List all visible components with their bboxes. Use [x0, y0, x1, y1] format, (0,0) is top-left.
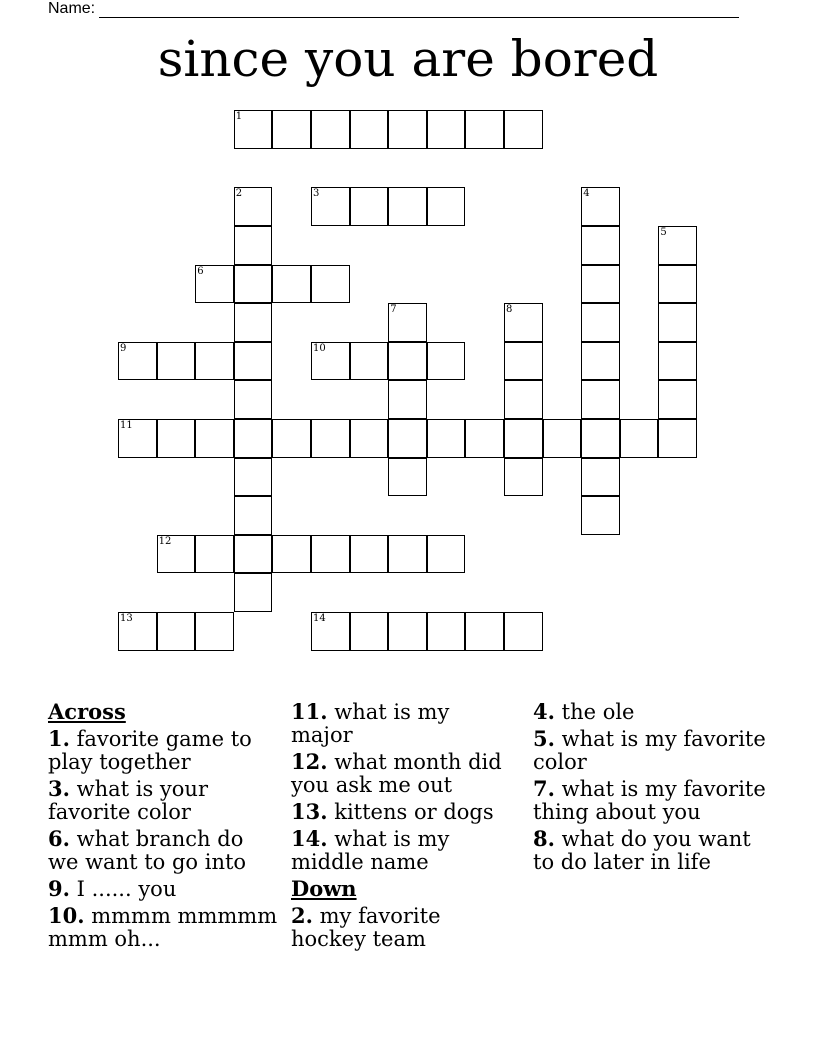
grid-cell[interactable]: [427, 535, 466, 574]
down-heading: Down: [291, 876, 357, 901]
grid-cell[interactable]: [388, 187, 427, 226]
grid-cell[interactable]: [234, 573, 273, 612]
grid-cell[interactable]: [465, 612, 504, 651]
grid-cell[interactable]: [157, 535, 196, 574]
grid-cell[interactable]: [427, 187, 466, 226]
clue-text: what is my favorite thing about you: [533, 777, 766, 824]
cell-number: 11: [120, 420, 133, 431]
grid-cell[interactable]: [581, 265, 620, 304]
grid-cell[interactable]: [581, 419, 620, 458]
cell-number: 14: [313, 613, 326, 624]
cell-number: 2: [235, 188, 243, 200]
clue-number: 2.: [291, 903, 313, 928]
clue: [291, 750, 516, 797]
grid-cell[interactable]: [581, 226, 620, 265]
clue-number: 10.: [48, 903, 85, 928]
grid-cell[interactable]: [581, 496, 620, 535]
clue: [291, 904, 516, 951]
grid-cell[interactable]: [234, 187, 273, 226]
grid-cell[interactable]: [195, 535, 234, 574]
clue-number: 14.: [291, 826, 328, 851]
grid-cell[interactable]: [504, 303, 543, 342]
clue-text: what month did you ask me out: [291, 750, 502, 797]
clues-column-2: [291, 700, 516, 954]
grid-cell[interactable]: [272, 535, 311, 574]
grid-cell[interactable]: [658, 419, 697, 458]
grid-cell[interactable]: [234, 535, 273, 574]
grid-cell[interactable]: [581, 303, 620, 342]
grid-cell[interactable]: [311, 265, 350, 304]
grid-cell[interactable]: [234, 110, 273, 149]
grid-cell[interactable]: [581, 380, 620, 419]
grid-cell[interactable]: [658, 265, 697, 304]
grid-cell[interactable]: [234, 303, 273, 342]
grid-cell[interactable]: [388, 612, 427, 651]
grid-cell[interactable]: [311, 612, 350, 651]
grid-cell[interactable]: [234, 419, 273, 458]
grid-cell[interactable]: [388, 342, 427, 381]
grid-cell[interactable]: [504, 380, 543, 419]
across-heading: Across: [48, 699, 126, 724]
grid-cell[interactable]: [195, 419, 234, 458]
clue: [48, 904, 278, 951]
down-clue-list-1: [291, 904, 516, 951]
grid-cell[interactable]: [388, 110, 427, 149]
grid-cell[interactable]: [543, 419, 582, 458]
cell-number: 13: [120, 613, 133, 624]
cell-number: 1: [235, 111, 243, 123]
grid-cell[interactable]: [388, 419, 427, 458]
clues-column-3: [533, 700, 773, 877]
clue-number: 8.: [533, 826, 555, 851]
grid-cell[interactable]: [272, 265, 311, 304]
clue-text: what do you want to do later in life: [533, 827, 751, 874]
grid-cell[interactable]: [658, 303, 697, 342]
clue-text: what is your favorite color: [48, 777, 208, 824]
grid-cell[interactable]: [427, 419, 466, 458]
cell-number: 8: [506, 304, 513, 316]
cell-number: 5: [660, 227, 667, 238]
clue-number: 7.: [533, 776, 555, 801]
clue-number: 5.: [533, 726, 555, 751]
grid-cell[interactable]: [350, 419, 389, 458]
cell-number: 3: [313, 188, 320, 200]
grid-cell[interactable]: [195, 342, 234, 381]
grid-cell[interactable]: [388, 535, 427, 574]
grid-cell[interactable]: [504, 612, 543, 651]
grid-cell[interactable]: [504, 458, 543, 497]
clue: [291, 700, 516, 747]
grid-cell[interactable]: [465, 110, 504, 149]
clue-number: 4.: [533, 699, 555, 724]
grid-cell[interactable]: [504, 419, 543, 458]
grid-cell[interactable]: [311, 342, 350, 381]
grid-cell[interactable]: [272, 419, 311, 458]
clue-number: 9.: [48, 876, 70, 901]
clue-text: my favorite hockey team: [291, 904, 441, 951]
grid-cell[interactable]: [157, 612, 196, 651]
grid-cell[interactable]: [118, 419, 157, 458]
down-clue-list-2: [533, 700, 773, 874]
grid-cell[interactable]: [234, 380, 273, 419]
grid-cell[interactable]: [118, 342, 157, 381]
grid-cell[interactable]: [658, 342, 697, 381]
grid-cell[interactable]: [504, 110, 543, 149]
grid-cell[interactable]: [157, 342, 196, 381]
clue: [533, 700, 773, 724]
grid-cell[interactable]: [311, 535, 350, 574]
grid-cell[interactable]: [118, 612, 157, 651]
cell-number: 7: [390, 304, 397, 316]
clue-text: what is my middle name: [291, 827, 450, 874]
clue-number: 12.: [291, 749, 328, 774]
grid-cell[interactable]: [465, 419, 504, 458]
grid-cell[interactable]: [427, 110, 466, 149]
grid-cell[interactable]: [195, 265, 234, 304]
clue-number: 13.: [291, 799, 328, 824]
clue: [48, 877, 278, 901]
clue: [533, 777, 773, 824]
grid-cell[interactable]: [427, 342, 466, 381]
grid-cell[interactable]: [581, 342, 620, 381]
clue: [533, 827, 773, 874]
clues-column-1: [48, 700, 278, 954]
cell-number: 6: [197, 265, 204, 277]
name-label: Name:: [48, 0, 96, 17]
across-clue-list-1: [48, 727, 278, 951]
grid-cell[interactable]: [311, 187, 350, 226]
grid-cell[interactable]: [234, 226, 273, 265]
clue-text: I ...... you: [76, 877, 177, 901]
clue-text: the ole: [561, 700, 635, 724]
grid-cell[interactable]: [234, 342, 273, 381]
clue: [533, 727, 773, 774]
grid-cell[interactable]: [427, 612, 466, 651]
clue: [48, 777, 278, 824]
grid-cell[interactable]: [504, 342, 543, 381]
cell-number: 4: [583, 188, 590, 200]
clue-number: 3.: [48, 776, 70, 801]
cell-number: 9: [120, 342, 127, 354]
clue: [291, 827, 516, 874]
grid-cell[interactable]: [311, 419, 350, 458]
grid-cell[interactable]: [388, 380, 427, 419]
grid-cell[interactable]: [620, 419, 659, 458]
grid-cell[interactable]: [658, 226, 697, 265]
grid-cell[interactable]: [234, 458, 273, 497]
clue-text: what is my favorite color: [533, 727, 766, 774]
cell-number: 10: [313, 342, 326, 354]
grid-cell[interactable]: [350, 342, 389, 381]
grid-cell[interactable]: [350, 187, 389, 226]
grid-cell[interactable]: [350, 110, 389, 149]
grid-cell[interactable]: [388, 303, 427, 342]
grid-cell[interactable]: [581, 187, 620, 226]
across-clue-list-2: [291, 700, 516, 874]
grid-cell[interactable]: [272, 110, 311, 149]
grid-cell[interactable]: [388, 458, 427, 497]
clue: [291, 800, 516, 824]
grid-cell[interactable]: [350, 612, 389, 651]
grid-cell[interactable]: [311, 110, 350, 149]
clue-number: 6.: [48, 826, 70, 851]
clue-text: mmmm mmmmm mmm oh...: [48, 904, 278, 951]
clue-text: what is my major: [291, 700, 450, 747]
clue: [48, 727, 278, 774]
clue-text: what branch do we want to go into: [48, 827, 247, 874]
cell-number: 12: [158, 535, 172, 547]
clue-text: favorite game to play together: [48, 727, 252, 774]
clue-text: kittens or dogs: [334, 800, 494, 824]
grid-cell[interactable]: [157, 419, 196, 458]
grid-cell[interactable]: [234, 496, 273, 535]
page-title: since you are bored: [157, 30, 659, 88]
grid-cell[interactable]: [350, 535, 389, 574]
grid-cell[interactable]: [195, 612, 234, 651]
clue-number: 1.: [48, 726, 70, 751]
clue-number: 11.: [291, 699, 328, 724]
grid-cell[interactable]: [658, 380, 697, 419]
grid-cell[interactable]: [234, 265, 273, 304]
grid-cell[interactable]: [581, 458, 620, 497]
clue: [48, 827, 278, 874]
